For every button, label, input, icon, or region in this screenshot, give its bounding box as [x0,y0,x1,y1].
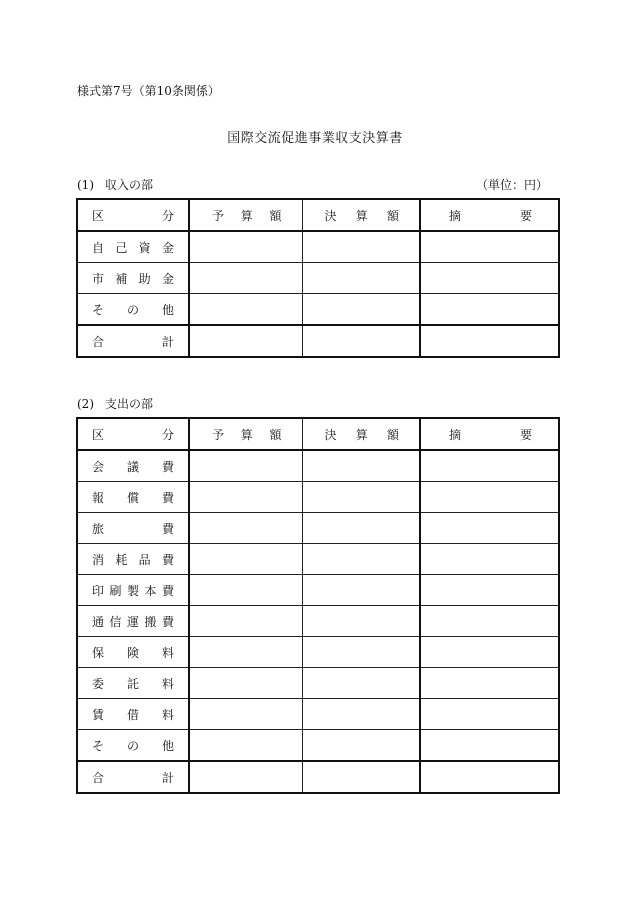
expense-tekiyo-cell[interactable] [420,482,559,513]
expense-kessan-cell[interactable] [302,450,420,482]
income-kessan-total-cell[interactable] [302,325,420,357]
expense-row [77,544,559,575]
expense-kessan-cell[interactable] [302,730,420,762]
income-tekiyo-cell[interactable] [420,263,559,294]
income-total-label: 合 計 [77,325,189,357]
expense-yosan-total-cell[interactable] [189,761,302,793]
income-row [77,231,559,263]
expense-kessan-cell[interactable] [302,482,420,513]
expense-yosan-cell[interactable] [189,575,302,606]
expense-row [77,450,559,482]
expense-row [77,668,559,699]
form-number: 様式第7号（第10条関係） [77,84,220,98]
expense-kessan-cell[interactable] [302,544,420,575]
income-tekiyo-cell[interactable] [420,294,559,326]
expense-kessan-cell[interactable] [302,699,420,730]
expense-row [77,606,559,637]
income-yosan-cell[interactable] [189,231,302,263]
expense-row-label: 消 耗 品 費 [77,544,189,575]
income-yosan-cell[interactable] [189,263,302,294]
income-yosan-total-cell[interactable] [189,325,302,357]
expense-header-yosan: 予 算 額 [189,418,302,450]
expense-row-label: 会 議 費 [77,450,189,482]
expense-header-tekiyo: 摘 要 [420,418,559,450]
expense-total-row [77,761,559,793]
expense-tekiyo-cell[interactable] [420,637,559,668]
expense-tekiyo-cell[interactable] [420,544,559,575]
expense-tekiyo-cell[interactable] [420,575,559,606]
expense-header-row [77,418,559,450]
expense-row [77,575,559,606]
expense-yosan-cell[interactable] [189,730,302,762]
expense-yosan-cell[interactable] [189,606,302,637]
document-title: 国際交流促進事業収支決算書 [227,131,403,146]
expense-row-label: 委 託 料 [77,668,189,699]
income-yosan-cell[interactable] [189,294,302,326]
income-header-row [77,199,559,231]
expense-row-label: 印 刷 製 本 費 [77,575,189,606]
expense-row [77,730,559,762]
expense-kessan-cell[interactable] [302,606,420,637]
income-total-row [77,325,559,357]
expense-section-label: 支出の部 [105,397,154,411]
expense-header-kessan: 決 算 額 [302,418,420,450]
unit-note: （単位：円） [475,178,548,192]
expense-tekiyo-total-cell[interactable] [420,761,559,793]
expense-yosan-cell[interactable] [189,637,302,668]
expense-kessan-cell[interactable] [302,513,420,544]
expense-total-label: 合 計 [77,761,189,793]
expense-section-heading [77,395,153,412]
income-kessan-cell[interactable] [302,263,420,294]
income-row [77,294,559,326]
expense-yosan-cell[interactable] [189,450,302,482]
expense-row-label: そ の 他 [77,730,189,762]
expense-yosan-cell[interactable] [189,668,302,699]
expense-section-number: (2) [77,397,94,411]
expense-tekiyo-cell[interactable] [420,450,559,482]
expense-kessan-cell[interactable] [302,668,420,699]
income-row-label: そ の 他 [77,294,189,326]
income-tekiyo-cell[interactable] [420,231,559,263]
income-header-yosan: 予 算 額 [189,199,302,231]
expense-table [76,417,560,794]
expense-row [77,699,559,730]
expense-kessan-total-cell[interactable] [302,761,420,793]
income-row [77,263,559,294]
expense-tekiyo-cell[interactable] [420,513,559,544]
income-kessan-cell[interactable] [302,231,420,263]
income-kessan-cell[interactable] [302,294,420,326]
expense-row-label: 通 信 運 搬 費 [77,606,189,637]
expense-tekiyo-cell[interactable] [420,668,559,699]
income-row-label: 市 補 助 金 [77,263,189,294]
income-tekiyo-total-cell[interactable] [420,325,559,357]
expense-tekiyo-cell[interactable] [420,730,559,762]
expense-row [77,637,559,668]
expense-kessan-cell[interactable] [302,575,420,606]
expense-row-label: 報 償 費 [77,482,189,513]
expense-tekiyo-cell[interactable] [420,699,559,730]
income-section-label: 収入の部 [105,178,154,192]
expense-yosan-cell[interactable] [189,513,302,544]
expense-row-label: 旅 費 [77,513,189,544]
expense-yosan-cell[interactable] [189,544,302,575]
income-row-label: 自 己 資 金 [77,231,189,263]
income-table [76,198,560,358]
income-header-tekiyo: 摘 要 [420,199,559,231]
expense-header-kubun: 区 分 [77,418,189,450]
expense-row [77,513,559,544]
income-header-kessan: 決 算 額 [302,199,420,231]
income-section-number: (1) [77,178,94,192]
expense-yosan-cell[interactable] [189,699,302,730]
expense-tekiyo-cell[interactable] [420,606,559,637]
income-section-heading [77,176,153,193]
expense-row-label: 保 険 料 [77,637,189,668]
expense-kessan-cell[interactable] [302,637,420,668]
expense-row-label: 賃 借 料 [77,699,189,730]
expense-row [77,482,559,513]
expense-yosan-cell[interactable] [189,482,302,513]
income-header-kubun: 区 分 [77,199,189,231]
